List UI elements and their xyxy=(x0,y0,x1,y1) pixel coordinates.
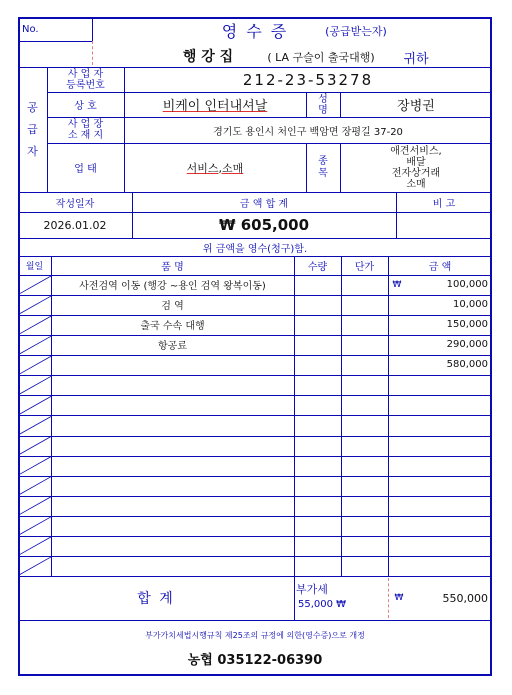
total-amount: 550,000 xyxy=(442,591,488,605)
business-type-label: 업 태 xyxy=(74,164,97,175)
divider xyxy=(388,578,389,618)
total-currency-symbol: ₩ xyxy=(394,593,404,603)
receipt-title-sub: (공급받는자) xyxy=(325,25,387,38)
reg-no-label-line: 등록번호 xyxy=(66,79,105,91)
month-day-diagonal xyxy=(19,336,51,354)
address-label-line: 사 업 장 xyxy=(67,119,104,130)
table-row-item: 항공료 xyxy=(158,340,187,352)
business-type-value: 서비스,소매 xyxy=(186,161,244,175)
receipt-title: 영 수 증 xyxy=(221,21,289,41)
col-header-unit-price: 단가 xyxy=(354,262,375,273)
note-label: 비 고 xyxy=(432,198,456,210)
no-label: No. xyxy=(22,23,39,35)
month-day-diagonal xyxy=(19,457,51,475)
table-row-item: 검 역 xyxy=(161,300,184,312)
item-value-line: 소매 xyxy=(406,178,426,190)
divider xyxy=(294,576,295,620)
date-value: 2026.01.02 xyxy=(43,218,107,232)
name-value: 장병권 xyxy=(397,99,435,114)
date-label: 작성일자 xyxy=(55,198,95,210)
company-value: 비케이 인터내셔날 xyxy=(162,99,268,114)
name-label-char: 성 xyxy=(318,93,328,105)
honorific: 귀하 xyxy=(403,51,429,67)
supplier-side-char: 공 xyxy=(27,100,38,114)
table-row-amount: 10,000 xyxy=(453,298,488,310)
month-day-diagonal xyxy=(19,296,51,314)
table-row-amount: 290,000 xyxy=(446,338,488,350)
supplier-side-char: 급 xyxy=(27,122,38,136)
month-day-diagonal xyxy=(19,517,51,535)
table-row-amount: 580,000 xyxy=(446,358,488,370)
item-value-line: 전자상거래 xyxy=(391,167,441,179)
amount-total-label: 금 액 합 계 xyxy=(239,198,289,210)
month-day-diagonal xyxy=(19,416,51,434)
table-row-item: 사전검역 이동 (행강 ~용인 검역 왕복이동) xyxy=(79,281,266,292)
vat-amount: 55,000 ₩ xyxy=(298,598,347,610)
item-value-line: 배달 xyxy=(406,156,426,168)
month-day-diagonal xyxy=(19,316,51,334)
month-day-diagonal xyxy=(19,376,51,394)
month-day-diagonal xyxy=(19,396,51,414)
month-day-diagonal xyxy=(19,557,51,575)
month-day-diagonal xyxy=(19,276,51,294)
month-day-diagonal xyxy=(19,437,51,455)
recipient-name: 행 강 집 xyxy=(182,49,234,65)
recipient-note: ( LA 구슬이 출국대행) xyxy=(267,51,375,64)
total-label: 합 계 xyxy=(137,591,175,607)
currency-symbol: ₩ xyxy=(392,279,402,290)
table-row-amount: 150,000 xyxy=(446,318,488,330)
month-day-diagonal xyxy=(19,537,51,555)
reg-no-value: 212-23-53278 xyxy=(242,70,374,89)
col-header-month-day: 월일 xyxy=(25,262,44,272)
reg-no-label-line: 사 업 자 xyxy=(67,68,104,80)
address-value: 경기도 용인시 처인구 백암면 장평길 37-20 xyxy=(213,126,403,138)
month-day-diagonal xyxy=(19,477,51,495)
supplier-side-char: 자 xyxy=(27,144,38,158)
receipt-statement: 위 금액을 영수(청구)함. xyxy=(202,243,308,255)
month-day-diagonal xyxy=(19,356,51,374)
item-label-char: 목 xyxy=(318,167,328,179)
divider xyxy=(18,620,492,621)
name-label-char: 명 xyxy=(318,104,328,116)
month-day-diagonal xyxy=(19,497,51,515)
address-label-line: 소 재 지 xyxy=(67,130,104,141)
amount-total-value: ₩ 605,000 xyxy=(218,216,310,234)
item-value-line: 애견서비스, xyxy=(390,145,442,157)
bank-account: 농협 035122-06390 xyxy=(187,652,323,668)
company-label: 상 호 xyxy=(74,101,97,112)
col-header-qty: 수량 xyxy=(307,262,328,273)
regulation-note: 부가가치세법시행규칙 제25조의 규정에 의한(영수증)으로 개정 xyxy=(145,630,365,640)
table-row-amount: 100,000 xyxy=(446,279,488,290)
col-header-amount: 금 액 xyxy=(428,262,452,273)
item-label-char: 종 xyxy=(318,155,328,167)
vat-label: 부가세 xyxy=(296,583,328,596)
col-header-item: 품 명 xyxy=(161,262,184,273)
table-row-item: 출국 수속 대행 xyxy=(140,320,205,332)
